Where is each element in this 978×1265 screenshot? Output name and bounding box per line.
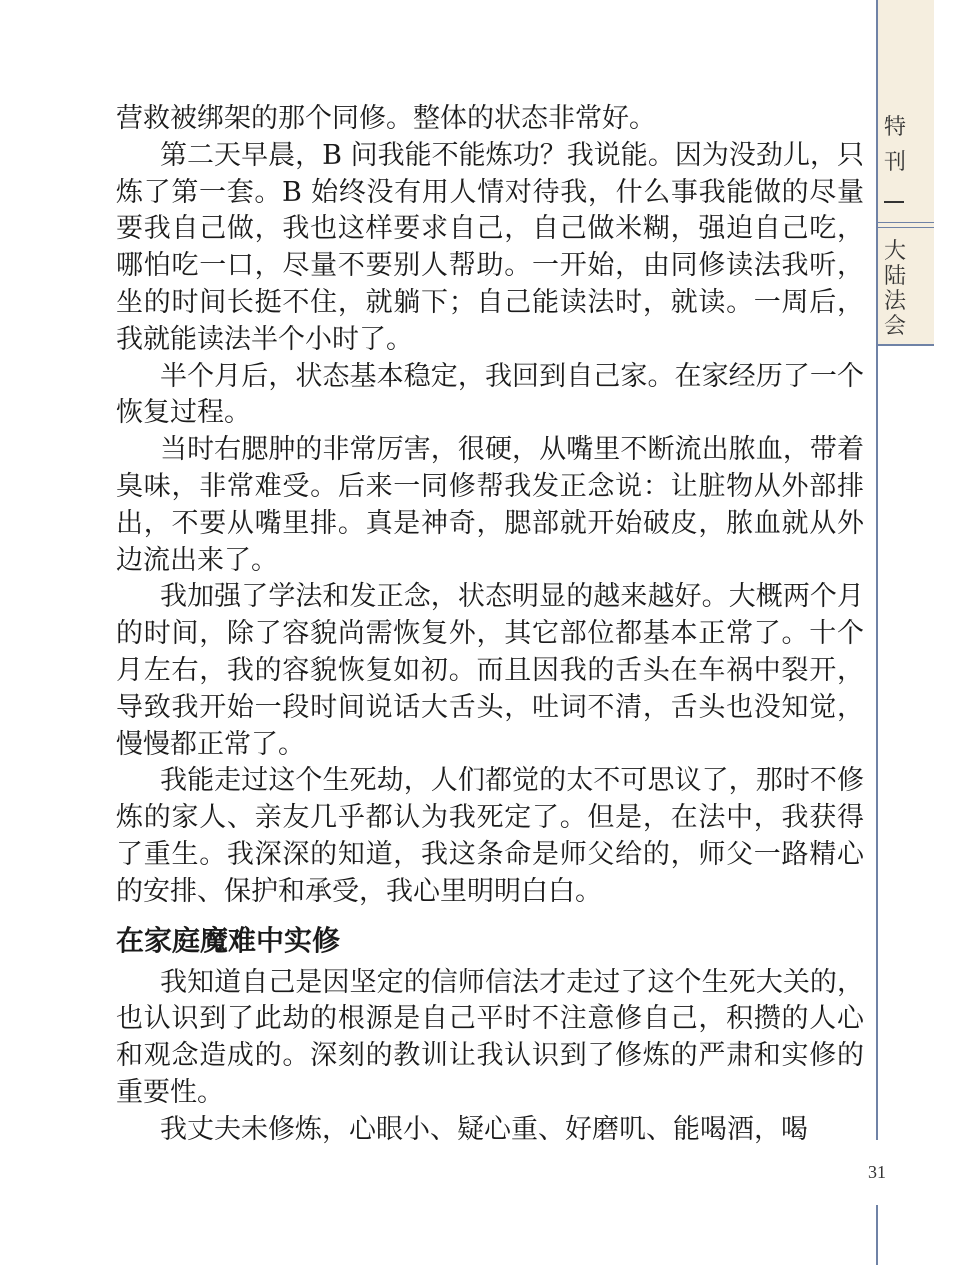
- sidebar-separator: [878, 222, 934, 223]
- paragraph: 第二天早晨，B 问我能不能炼功？我说能。因为没劲儿，只炼了第一套。B 始终没有用人情对待我，什么事我能做的尽量要我自己做，我也这样要求自己，自己做米糊，强迫自己吃，哪怕吃一口，尽量不要别人帮助。一开始，由同修读法我听，坐的时间长挺不住，就躺下；自己能读法时，就读。一周后，我就能读法半个小时了。: [116, 139, 864, 355]
- sidebar-tab-border: [876, 344, 934, 346]
- sidebar-dash: [884, 201, 904, 203]
- paragraph: 我加强了学法和发正念，状态明显的越来越好。大概两个月的时间，除了容貌尚需恢复外，其它部位都基本正常了。十个月左右，我的容貌恢复如初。而且因我的舌头在车祸中裂开，导致我开始一段时间说话大舌头，吐词不清，舌头也没知觉，慢慢都正常了。: [116, 581, 864, 760]
- paragraph: 当时右腮肿的非常厉害，很硬，从嘴里不断流出脓血，带着臭味，非常难受。后来一同修帮我发正念说：让脏物从外部排出，不要从嘴里排。真是神奇，腮部就开始破皮，脓血就从外边流出来了。: [116, 434, 864, 576]
- paragraph: 半个月后，状态基本稳定，我回到自己家。在家经历了一个恢复过程。: [116, 360, 864, 429]
- sidebar-label-char: 刊: [883, 150, 906, 175]
- sidebar-label-char: 大: [883, 239, 906, 264]
- section-heading: 在家庭魔难中实修: [116, 923, 341, 957]
- sidebar-label-char: 特: [883, 115, 906, 140]
- article-body: [116, 101, 864, 1149]
- sidebar-label-char: 法: [883, 289, 906, 314]
- paragraph: 我丈夫未修炼，心眼小、疑心重、好磨叽、能喝酒，喝: [160, 1113, 808, 1145]
- paragraph: 我能走过这个生死劫，人们都觉的太不可思议了，那时不修炼的家人、亲友几乎都认为我死定了。但是，在法中，我获得了重生。我深深的知道，我这条命是师父给的，师父一路精心的安排、保护和承受，我心里明明白白。: [116, 765, 864, 907]
- sidebar-label-char: 会: [883, 314, 906, 339]
- sidebar-separator: [878, 227, 934, 228]
- paragraph: 我知道自己是因坚定的信师信法才走过了这个生死大关的，也认识到了此劫的根源是自己平时不注意修自己，积攒的人心和观念造成的。深刻的教训让我认识到了修炼的严肃和实修的重要性。: [116, 966, 864, 1108]
- sidebar-label-char: 陆: [883, 264, 906, 289]
- page-number: 31: [868, 1162, 886, 1182]
- paragraph: 营救被绑架的那个同修。整体的状态非常好。: [116, 103, 656, 134]
- margin-rule-bottom: [876, 1205, 878, 1265]
